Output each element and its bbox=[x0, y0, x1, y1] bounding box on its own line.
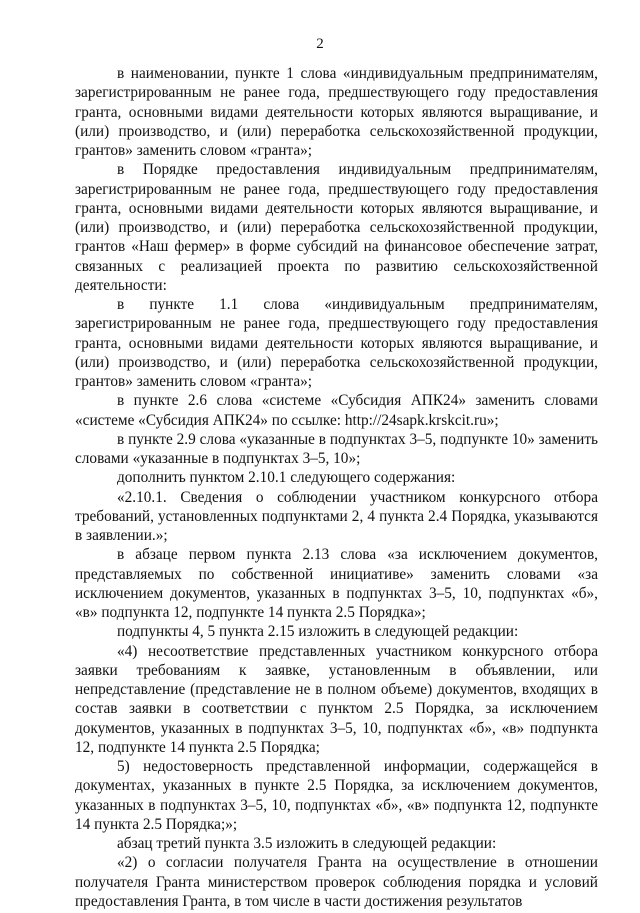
paragraph-punkt-3-5: абзац третий пункта 3.5 изложить в следующей редакции: bbox=[117, 835, 497, 852]
page-number: 2 bbox=[316, 36, 324, 52]
paragraph-punkt-2-9: в пункте 2.9 слова «указанные в подпунктах 3–5, подпункте 10» заменить словами «указанные в подпунктах 3–5, 10»; bbox=[75, 430, 598, 467]
paragraph-subpoint-5: 5) недостоверность представленной информации, содержащейся в документах, указанных в пункте 2.5 Порядка, за исключением документов, указанных в подпунктах 3–5, 10, подпунктах «б», «в» подпункта 12, подпункте 14 пункта 2.5 Порядка;»; bbox=[75, 758, 598, 833]
paragraph-poryadok: в Порядке предоставления индивидуальным предпринимателям, зарегистрированным не ранее года, предшествующего году предоставления гранта, основными видами деятельности которых являются выращивание, и (или) производство, и (или) переработка сельскохозяйственной продукции, грантов «Наш фермер» в форме субсидий на финансовое обеспечение затрат, связанных с реализацией проекта по развитию сельскохозяйственной деятельности: bbox=[75, 161, 598, 294]
paragraph-punkt-2-6: в пункте 2.6 слова «системе «Субсидия АПК24» заменить словами «системе «Субсидия АПК24» по ссылке: http://24sapk.krskcit.ru»; bbox=[75, 392, 598, 429]
paragraph-punkt-1-1: в пункте 1.1 слова «индивидуальным предпринимателям, зарегистрированным не ранее года, предшествующего году предоставления гранта, основными видами деятельности которых являются выращивание, и (или) производство, и (или) переработка сельскохозяйственной продукции, грантов» заменить словом «гранта»; bbox=[75, 296, 598, 390]
paragraph-2-10-1-text: «2.10.1. Сведения о соблюдении участником конкурсного отбора требований, установленных подпунктами 2, 4 пункта 2.4 Порядка, указываются в заявлении.»; bbox=[75, 488, 598, 544]
paragraph-punkt-2-15: подпункты 4, 5 пункта 2.15 изложить в следующей редакции: bbox=[117, 623, 519, 641]
paragraph-dopolnit-2-10-1: дополнить пунктом 2.10.1 следующего содержания: bbox=[117, 469, 456, 487]
document-body bbox=[75, 64, 598, 911]
paragraph-naimenovanie: в наименовании, пункте 1 слова «индивидуальным предпринимателям, зарегистрированным не ранее года, предшествующего году предоставления гранта, основными видами деятельности которых являются выращивание, и (или) производство, и (или) переработка сельскохозяйственной продукции, грантов» заменить словом «гранта»; bbox=[75, 65, 598, 159]
paragraph-punkt-2-13: в абзаце первом пункта 2.13 слова «за исключением документов, представляемых по собственной инициативе» заменить словами «за исключением документов, указанных в подпунктах 3–5, 10, подпунктах «б», «в» подпункта 12, подпункте 14 пункта 2.5 Порядка»; bbox=[75, 546, 598, 621]
paragraph-subpoint-2: «2) о согласии получателя Гранта на осуществление в отношении получателя Гранта министерством проверок соблюдения порядка и условий предоставления Гранта, в том числе в части достижения результатов bbox=[75, 854, 598, 910]
paragraph-subpoint-4: «4) несоответствие представленных участником конкурсного отбора заявки требованиям к заявке, установленным в объявлении, или непредставление (представление не в полном объеме) документов, входящих в состав заявки в соответствии с пунктом 2.5 Порядка, за исключением документов, указанных в подпунктах 3–5, 10, подпунктах «б», «в» подпункта 12, подпункте 14 пункта 2.5 Порядка; bbox=[75, 642, 598, 756]
